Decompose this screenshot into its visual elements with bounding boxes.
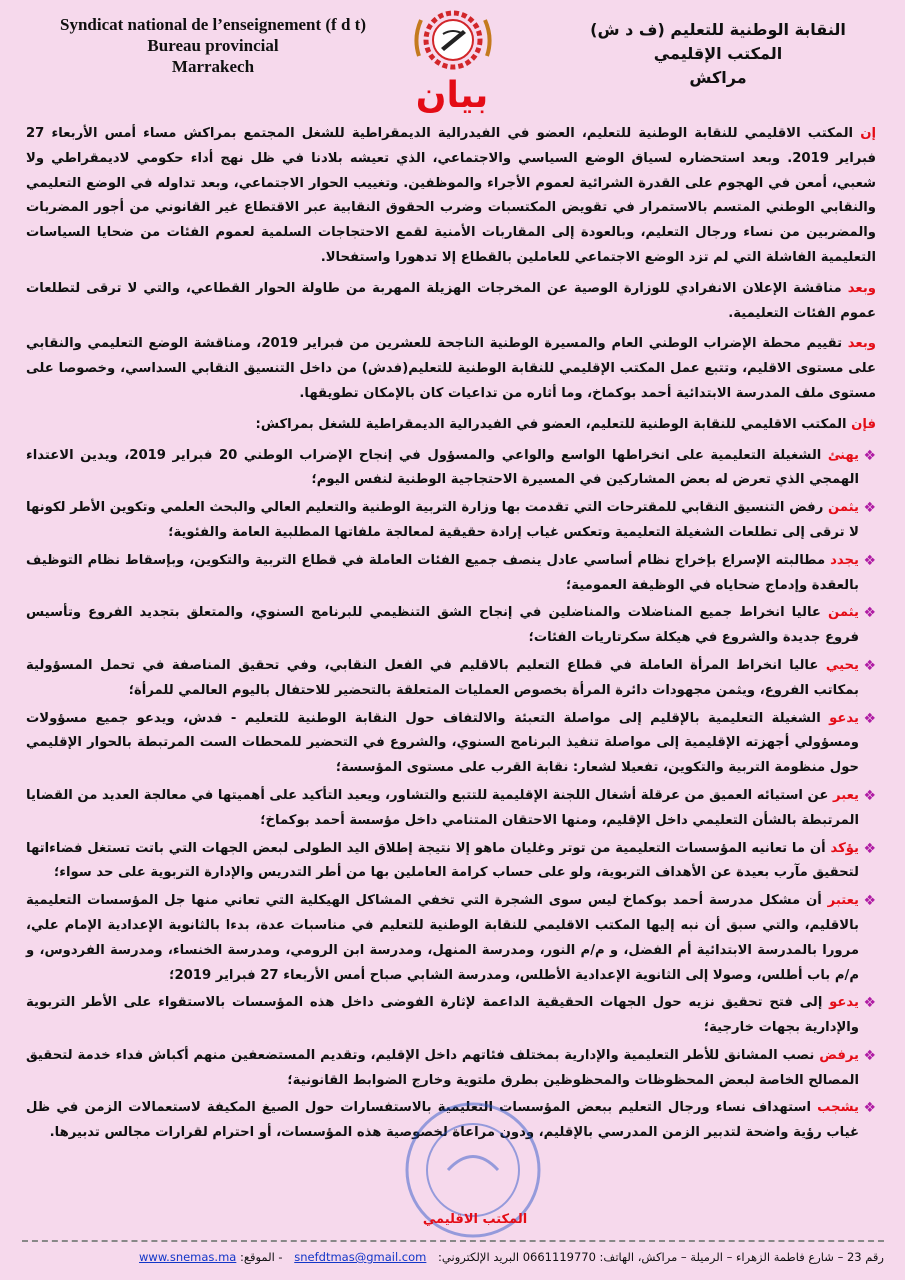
item-verb: يشجب [817, 1100, 859, 1116]
paragraph-lead: إن [860, 126, 876, 141]
footer-website-link[interactable]: www.snemas.ma [139, 1250, 237, 1264]
paragraph-lead: فإن [851, 416, 876, 432]
list-item [26, 889, 876, 988]
diamond-bullet-icon: ❖ [863, 552, 876, 569]
header-arabic-line-3: مراكش [689, 68, 747, 87]
list-item [26, 549, 876, 599]
item-verb: يعبر [833, 787, 859, 803]
paragraph-text: مناقشة الإعلان الانفرادي للوزارة الوصية عن المخرجات الهزيلة المهربة من طاولة الحوار القطاعي، والتي لا ترقى لتطلعات عموم الفئات التعليمية. [26, 280, 876, 321]
intro-paragraph [26, 277, 876, 327]
footer [22, 1246, 884, 1270]
diamond-bullet-icon: ❖ [863, 840, 876, 857]
paragraph-text: المكتب الاقليمي للنقابة الوطنية للتعليم، العضو في الفيدرالية الديمقراطية للشغل المجتمع بمراكش مساء أمس الأربعاء 27 فبراير 2019. وبعد استحضاره لسياق الوضع السياسي والاجتماعي، الذي تعيشه بلادنا في ظل نهج أداء حكومي لاديمقراطي ولا شعبي، أمعن في الهجوم على القدرة الشرائية لعموم الأجراء والموظفين. وتغييب الحوار الاجتماعي، وبعد تداوله في الوضع التعليمي والنقابي الوطني المتسم بالاستمرار في تقويض المكتسبات وضرب الحقوق النقابية عبر الاقتطاع غير القانوني من أجور المضربات والمضربين من نساء ورجال التعليم، وبالعودة إلى المقاربات الأمنية لقمع الاحتجاجات السلمية لعموم الفئات من ضحايا السياسات التعليمية الفاشلة التي لم تزد الوضع الاجتماعي للعاملين بالقطاع إلا تدهورا واستفحالا. [26, 126, 876, 265]
item-verb: يرفض [819, 1047, 859, 1063]
list-item [26, 444, 876, 494]
item-verb: يثمن [827, 500, 859, 516]
paragraph-lead: وبعد [847, 336, 877, 352]
diamond-bullet-icon: ❖ [863, 657, 876, 674]
item-text: رفض التنسيق النقابي للمقترحات التي تقدمت بها وزارة التربية الوطنية والتعليم العالي والبحث العلمي وتكوين الأطر لكونها لا ترقى إلى تطلعات الشغيلة التعليمية وتعكس غياب إرادة حقيقية لمعالجة ملفاتها المطلبية العامة والفئوية؛ [26, 500, 859, 540]
header-french [18, 14, 408, 77]
diamond-bullet-icon: ❖ [863, 995, 876, 1012]
footer-email-link[interactable]: snefdtmas@gmail.com [294, 1250, 427, 1264]
list-item [26, 654, 876, 704]
item-text: عاليا انخراط جميع المناضلات والمناضلين في إنجاح الشق التنظيمي للبرنامج السنوي، والمتعلق بتجديد الفروع وتأسيس فروع جديدة والشروع في هيكلة سكرتاريات الفئات؛ [26, 605, 859, 646]
item-text: أن ما تعانيه المؤسسات التعليمية من توتر وغليان ماهو إلا نتيجة إطلاق اليد الطولى لبعض الجهات التي باتت تستغل فضاءاتها لتحقيق مآرب بعيدة عن الأهداف التربوية، ولو على حساب كرامة العاملين بها من أطر التدريس والإدارة التربوية على حد سواء؛ [26, 840, 859, 881]
header-french-line-2: Bureau provincial [147, 36, 279, 55]
item-text: الشغيلة التعليمية بالإقليم إلى مواصلة التعبئة والالتفاف حول النقابة الوطنية للتعليم - فدش، ويدعو جميع مسؤولات ومسؤولي أجهزته الإقليمية إلى مواصلة تنفيذ البرنامج السنوي، والشروع في التحضير للمحطات الست المرتبطة بالحوار الإقليمي حول منظومة التربية والتكوين، تفعيلا لشعار: نقابة القرب على مستوى المؤسسة؛ [26, 710, 859, 776]
diamond-bullet-icon: ❖ [863, 893, 876, 910]
header-french-line-3: Marrakech [171, 57, 255, 76]
intro-paragraph [26, 332, 876, 406]
document-title: بيان [415, 75, 489, 116]
item-verb: يدعو [829, 995, 859, 1011]
list-item [26, 1096, 876, 1146]
item-text: أن مشكل مدرسة أحمد بوكماخ ليس سوى الشجرة التي تخفي المشاكل الهيكلية التي تعاني منها جل المؤسسات التعليمية بالاقليم، والتي سبق أن نبه إليها المكتب الاقليمي للنقابة الوطنية للتعليم في مناسبات عدة، بدءا بالثانوية الإعدادية الإمام علي، مرورا بالمدرسة الابتدائية أم الفضل، و م/م النور، ومدرسة المنهل، ومدرسة ابن الرومي، ومدرسة الخنساء، ومدرسة الفردوس، و م/م باب أطلس، وصولا إلى الثانوية الإعدادية الأطلس، ومدرسة الشابي صباح أمس الأربعاء 27 فبراير 2019؛ [26, 893, 859, 983]
item-verb: يعتبر [827, 893, 859, 909]
header-arabic [553, 18, 883, 90]
paragraph-text: تقييم محطة الإضراب الوطني العام والمسيرة الوطنية الناجحة للعشرين من فبراير 2019، ومناقشة الوضع التعليمي والنقابي على مستوى الاقليم، وتتبع عمل المكتب الإقليمي للنقابة الوطنية للتعليم(فدش) من داخل التنسيق النقابي السداسي، وخصوصا على مستوى ملف المدرسة الابتدائية أحمد بوكماخ، وما أثاره من تداعيات كان بالإمكان تطويقها. [26, 336, 876, 401]
item-verb: يحيي [825, 657, 859, 673]
diamond-bullet-icon: ❖ [863, 1047, 876, 1064]
intro-paragraph [26, 413, 876, 438]
list-item [26, 784, 876, 834]
list-item [26, 707, 876, 781]
intro-paragraph [26, 122, 876, 271]
header-french-line-1: Syndicat national de l’enseignement (f d t) [60, 15, 366, 34]
diamond-bullet-icon: ❖ [863, 787, 876, 804]
item-verb: يؤكد [830, 840, 859, 856]
item-verb: يجدد [830, 552, 859, 568]
item-verb: يدعو [829, 710, 859, 726]
paragraph-lead: وبعد [847, 280, 876, 296]
item-verb: يهنئ [827, 447, 859, 463]
footer-divider [22, 1240, 884, 1242]
header-arabic-line-1: النقابة الوطنية للتعليم (ف د ش) [590, 20, 846, 39]
item-text: نصب المشانق للأطر التعليمية والإدارية بمختلف فئاتهم داخل الإقليم، وتقديم المستضعفين منهم أكباش فداء خدمة لتحقيق المصالح الخاصة لبعض المحظوظات والمحظوظين بطرق ملتوية وخارج الضوابط القانونية؛ [26, 1047, 859, 1088]
item-text: مطالبته الإسراع بإخراج نظام أساسي عادل ينصف جميع الفئات العاملة في قطاع التربية والتكوين، وبإسقاط نظام التوظيف بالعقدة وإدماج ضحاياه في الوظيفة العمومية؛ [26, 552, 859, 593]
item-verb: يثمن [827, 605, 859, 621]
footer-address: رقم 23 – شارع فاطمة الزهراء – الرميلة – مراكش، الهاتف: 0661119770 البريد الإلكتروني: [438, 1250, 884, 1264]
list-item [26, 1044, 876, 1094]
footer-site-label: - الموقع: [240, 1250, 283, 1264]
item-text: عاليا انخراط المرأة العاملة في قطاع التعليم بالاقليم في الفعل النقابي، وفي تحقيق المناصفة في تحمل المسؤولية بمكاتب الفروع، ويثمن مجهودات دائرة المرأة بخصوص العمليات المتعلقة بالتحضير للاحتفال باليوم العالمي للمرأة؛ [26, 657, 859, 698]
diamond-bullet-icon: ❖ [863, 500, 876, 517]
diamond-bullet-icon: ❖ [863, 447, 876, 464]
item-text: إلى فتح تحقيق نزيه حول الجهات الحقيقية الداعمة لإثارة الفوضى داخل هذه المؤسسات بالاستقواء على الأطر التربوية والإدارية بجهات خارجية؛ [26, 995, 859, 1036]
header-arabic-line-2: المكتب الإقليمي [653, 44, 783, 63]
list-item [26, 601, 876, 651]
list-item [26, 496, 876, 546]
item-text: استهداف نساء ورجال التعليم ببعض المؤسسات التعليمية بالاستفسارات حول الصيغ المكيفة لاستعمالات الزمن في ظل غياب رؤية واضحة لتدبير الزمن المدرسي بالإقليم، ودون مراعاة لخصوصية هذه المؤسسات، أو احترام لقرارات مجالس تدبيرها. [26, 1100, 859, 1141]
statement-body [26, 122, 876, 1149]
diamond-bullet-icon: ❖ [863, 1100, 876, 1117]
item-text: الشغيلة التعليمية على انخراطها الواسع والواعي والمسؤول في إنجاح الإضراب الوطني 20 فبراير 2019، ويدين الاعتداء الهمجي الذي تعرض له بعض المشاركين في المسيرة الاحتجاجية الوطنية لنفس اليوم؛ [26, 447, 859, 488]
list-item [26, 837, 876, 887]
item-text: عن استيائه العميق من عرقلة أشغال اللجنة الإقليمية للتتبع والتشاور، ويعيد التأكيد على أهميتها في معالجة العديد من القضايا المرتبطة بالشأن التعليمي داخل الإقليم، ومنها الاحتقان المتنامي داخل مؤسسة أحمد بوكماخ؛ [26, 787, 859, 828]
union-logo-icon [411, 8, 495, 72]
list-item [26, 991, 876, 1041]
diamond-bullet-icon: ❖ [863, 710, 876, 727]
paragraph-text: المكتب الاقليمي للنقابة الوطنية للتعليم، العضو في الفيدرالية الديمقراطية للشغل بمراكش: [255, 416, 852, 432]
diamond-bullet-icon: ❖ [863, 605, 876, 622]
signature: المكتب الاقليمي [422, 1212, 528, 1227]
